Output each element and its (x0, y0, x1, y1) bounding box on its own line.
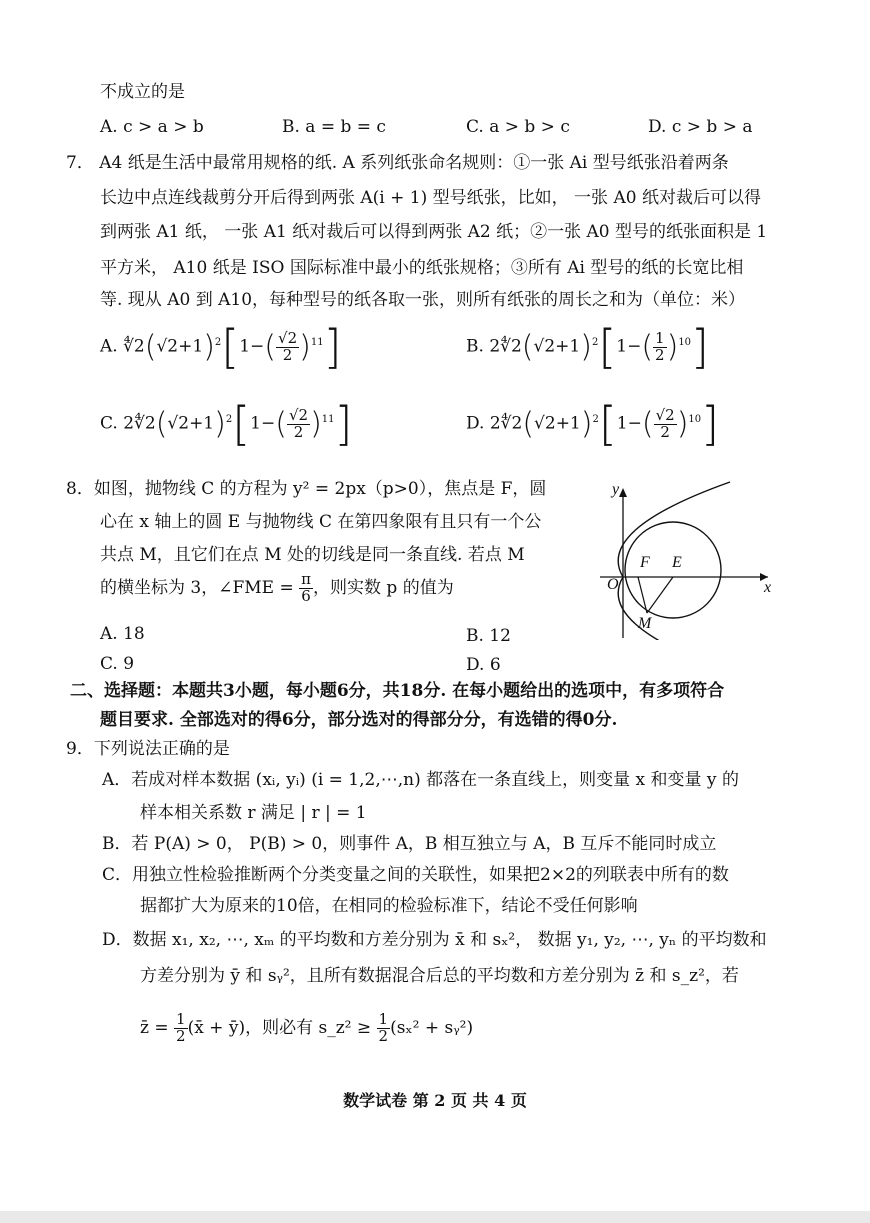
q9-option-c-line-1: C．用独立性检验推断两个分类变量之间的关联性，如果把2×2的列联表中所有的数 (102, 865, 729, 885)
bottom-bar (0, 1211, 870, 1223)
q7-option-d-coef: 2∜2 (489, 413, 523, 434)
q9-d-half-den-1: 2 (176, 1026, 186, 1045)
q8-option-c: C. 9 (100, 654, 135, 674)
label-m: M (638, 615, 652, 632)
q9-stem: 9．下列说法正确的是 (66, 739, 230, 759)
q7-option-d-exp: 10 (688, 413, 702, 425)
q7-option-c-inner: √2 (167, 413, 190, 434)
q8-option-b: B. 12 (466, 626, 511, 646)
q7-option-d-den: 2 (660, 422, 670, 441)
q7-option-b-coef: 2∜2 (489, 336, 522, 357)
q7-option-a-coef: ∜2 (123, 336, 145, 357)
q7-option-b-base: 1 (655, 328, 665, 347)
q8-line-4-text: 的横坐标为 3，∠FME = (100, 577, 300, 598)
q7-option-a-den: 2 (282, 345, 293, 364)
q7-line-3: 到两张 A1 纸， 一张 A1 纸对裁后可以得到两张 A2 纸；②一张 A0 型号的纸张面积是 1 (100, 222, 768, 242)
q9-option-b: B．若 P(A) > 0， P(B) > 0，则事件 A，B 相互独立与 A，B 互斥不能同时成立 (102, 834, 717, 854)
label-o: O (607, 576, 619, 593)
q7-option-d-inner: √2 (534, 413, 556, 434)
label-e: E (672, 554, 682, 571)
q8-line-3: 共点 M，且它们在点 M 处的切线是同一条直线. 若点 M (100, 545, 525, 565)
q7-option-d-base: √2 (655, 405, 675, 424)
q9-d-half-num-2: 1 (378, 1010, 389, 1028)
q7-option-a-label: A. (100, 336, 118, 357)
label-x: x (764, 579, 772, 596)
label-f: F (640, 554, 650, 571)
q7-option-b-label: B. (466, 336, 484, 357)
q7-option-a-inner: √2 (156, 336, 179, 357)
q8-line-4-tail: ，则实数 p 的值为 (313, 577, 454, 598)
q9-option-a-line-1: A．若成对样本数据 (xᵢ, yᵢ) (i = 1,2,⋯,n) 都落在一条直线上，则变量 x 和变量 y 的 (102, 770, 739, 790)
q8-option-a: A. 18 (100, 624, 145, 644)
q8-line-1: 8．如图，抛物线 C 的方程为 y² = 2px（p>0），焦点是 F，圆 (66, 479, 547, 499)
q7-option-c: C. $2∜2(√2+1)^2[1-$( $\frac{√2}{2}$ )$^{11}$] (100, 397, 353, 451)
section2-line-1: 二、选择题：本题共3小题，每小题6分，共18分. 在每小题给出的选项中，有多项符合 (70, 681, 725, 701)
q7-option-b-inner: √2 (533, 336, 556, 357)
q9-option-c-line-2: 据都扩大为原来的10倍，在相同的检验标准下，结论不受任何影响 (140, 896, 638, 916)
y-axis-arrow-icon (619, 488, 627, 497)
page-footer: 数学试卷 第 2 页 共 4 页 (343, 1091, 527, 1110)
q9-d-half-den-2: 2 (378, 1026, 389, 1045)
q9-d-half-num-1: 1 (176, 1010, 186, 1028)
q7-option-a-exp: 11 (310, 336, 324, 348)
q7-line-4: 平方米， A10 纸是 ISO 国际标准中最小的纸张规格；③所有 Ai 型号的纸的长宽比相 (100, 258, 744, 278)
q8-angle-den: 6 (301, 586, 311, 605)
q7-option-c-label: C. (100, 413, 118, 434)
q8-option-d: D. 6 (466, 655, 501, 675)
q9-option-d-line-3 (140, 1012, 473, 1045)
q8-line-2: 心在 x 轴上的圆 E 与抛物线 C 在第四象限有且只有一个公 (100, 512, 542, 532)
q7-option-b-den: 2 (655, 345, 665, 364)
q8-parabola-figure (590, 480, 790, 640)
q7-line-1: 7． A4 纸是生活中最常用规格的纸. A 系列纸张命名规则：①一张 Ai 型号纸张沿着两条 (66, 153, 729, 173)
q9-d-middle: (x̄ + ȳ)，则必有 s_z² ≥ (187, 1017, 377, 1038)
q8-line-4 (100, 572, 454, 605)
q7-option-a: A. $∜2(√2+1)^2[1-$( $\frac{√2}{2}$ )$^{11}$] (100, 320, 342, 374)
q7-option-d-label: D. (466, 413, 485, 434)
q7-option-d: D. $2∜2(√2+1)^2[1-$( $\frac{√2}{2}$ )$^{10}$] (466, 397, 720, 451)
q6-stem-tail: 不成立的是 (100, 82, 185, 102)
q6-option-c: C. a > b > c (466, 117, 570, 137)
q9-option-d-line-1: D．数据 x₁, x₂, ⋯, xₘ 的平均数和方差分别为 x̄ 和 sₓ²， 数据 y₁, y₂, ⋯, yₙ 的平均数和 (102, 930, 767, 950)
q7-option-c-coef: 2∜2 (123, 413, 156, 434)
q9-option-d-line-2: 方差分别为 ȳ 和 sᵧ²，且所有数据混合后总的平均数和方差分别为 z̄ 和 s_z²，若 (140, 966, 739, 986)
q9-d-z-eq: z̄ = (140, 1017, 175, 1038)
label-y: y (612, 481, 620, 498)
q7-option-a-base: √2 (278, 328, 298, 347)
q7-option-c-exp: 11 (321, 413, 335, 425)
q7-option-c-base: √2 (288, 405, 309, 424)
q7-line-2: 长边中点连线裁剪分开后得到两张 A(i + 1) 型号纸张，比如， 一张 A0 纸对裁后可以得 (100, 188, 761, 208)
q7-line-5: 等. 现从 A0 到 A10，每种型号的纸各取一张，则所有纸张的周长之和为（单位：米） (100, 290, 746, 310)
section2-line-2: 题目要求. 全部选对的得6分，部分选对的得部分分，有选错的得0分. (100, 710, 618, 730)
q7-option-b-exp: 10 (678, 336, 692, 348)
q9-d-tail: (sₓ² + sᵧ²) (390, 1017, 474, 1038)
q7-option-b: B. $2∜2(√2+1)^2[1-$( $\frac{1}{2}$ )$^{10}$] (466, 320, 709, 374)
segment-em (647, 577, 673, 613)
q6-option-d: D. c > b > a (648, 117, 753, 137)
q6-option-b: B. a = b = c (282, 117, 386, 137)
q9-option-a-line-2: 样本相关系数 r 满足 | r | = 1 (140, 803, 367, 823)
q6-option-a: A. c > a > b (100, 117, 204, 137)
q8-angle-num: π (301, 570, 311, 588)
q7-option-c-den: 2 (293, 422, 304, 441)
